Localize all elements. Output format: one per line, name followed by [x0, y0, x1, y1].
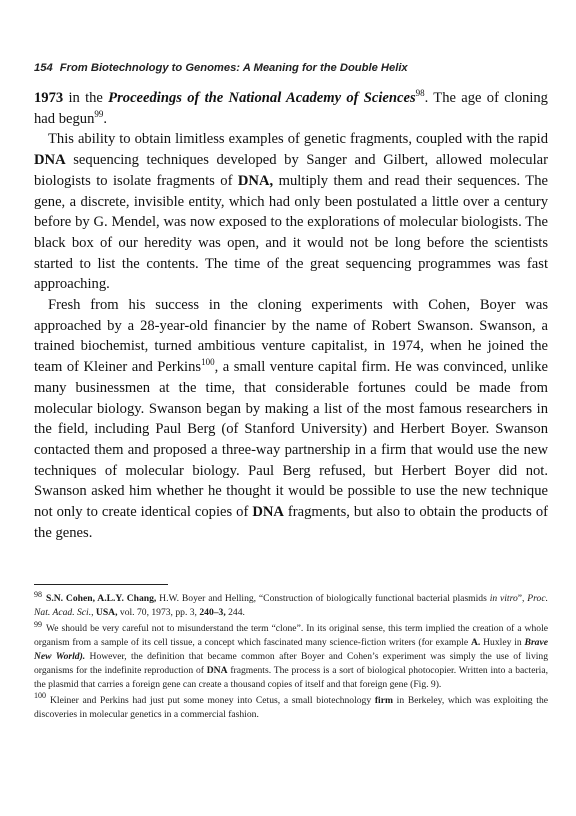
footnote-number: 99: [34, 619, 42, 629]
dna-term: DNA: [206, 664, 228, 676]
page-content: [34, 62, 548, 543]
journal-title: Proceedings of the National Academy of Sciences: [108, 90, 416, 106]
footnote-100: [34, 691, 548, 722]
footnotes: [34, 589, 548, 723]
paragraph-2-text-3: multiply them and read their sequences. The gene, a discrete, invisible entity, which had only been postulated a little over a century before by G. Mendel, was now exposed to the explorations of molecular biologists. The black box of our heredity was open, and it would not be long before the scientists started to list the contents. The time of the great sequencing programmes was fast approaching.: [34, 172, 548, 293]
footnote-text: vol. 70, 1973, pp. 3,: [117, 607, 200, 619]
footnote-usa: USA,: [95, 607, 118, 619]
page-number: 154: [34, 62, 53, 74]
paragraph-1-text-3: .: [103, 110, 108, 127]
footnote-italic: in vitro: [489, 593, 518, 604]
footnote-text: 244.: [225, 607, 245, 619]
paragraph-3-text-2: , a small venture capital firm. He was convinced, unlike many businessmen at the time, that considerable fortunes could be made from molecular biology. Swanson began by making a list of the most famous researchers in the field, including Paul Berg (of Stanford University) and Herbert Boyer. Swanson contacted them and proposed a three-way partnership in a firm that would use the new techniques of molecular biology. Paul Berg refused, but Herbert Boyer did not. Swanson asked him whether he thought it would be possible to use the new technique not only to create identical copies of: [34, 359, 548, 521]
paragraph-1-text-1: in the: [63, 90, 109, 106]
footnote-98: [34, 589, 548, 620]
footnote-text: H.W. Boyer and Helling, “Construction of biologically functional bacterial plasmids: [156, 593, 490, 604]
paragraph-2-text-1: This ability to obtain limitless examples of genetic fragments, coupled with the rapid: [48, 131, 548, 148]
dna-term: DNA,: [237, 172, 274, 189]
paragraph-1-text-2: . The age of cloning had begun: [34, 90, 548, 127]
running-head-title: From Biotechnology to Genomes: A Meaning for the Double Helix: [59, 62, 408, 74]
year-text: 1973: [34, 90, 64, 106]
footnote-number: 100: [34, 691, 46, 701]
footnote-text: Kleiner and Perkins had just put some money into Cetus, a small biotechnology: [50, 694, 375, 706]
footnote-rule: [34, 584, 168, 585]
paragraph-3: [34, 295, 548, 543]
footnote-ref-100[interactable]: 100: [201, 357, 215, 368]
footnote-text: We should be very careful not to misunderstand the term “clone”. In its original sense, this term implied the creation of a whole organism from a sample of its cell tissue, a concept which fascinated many science-fiction writers (for example: [34, 622, 548, 648]
paragraph-3-text-1: Fresh from his success in the cloning experiments with Cohen, Boyer was approached by a 28-year-old financier by the name of Robert Swanson. Swanson, a trained biochemist, turned ambitious venture capitalist, in 1974, when he joined the team of Kleiner and Perkins: [34, 297, 548, 376]
footnote-text: ,: [91, 607, 96, 619]
footnote-ref-99[interactable]: 99: [94, 108, 104, 119]
footnote-99: [34, 619, 548, 692]
footnote-book-title: Brave New World).: [34, 636, 548, 662]
footnote-text: in Berkeley, which was exploiting the discoveries in molecular genetics in a commercial fashion.: [34, 694, 548, 720]
body-text: [34, 88, 548, 543]
footnote-number: 98: [34, 589, 42, 599]
footnote-text: However, the definition that became common after Boyer and Cohen’s experiment was simply the use of living organisms for the indefinite reproduction of: [34, 650, 548, 676]
footnote-ref-98[interactable]: 98: [415, 88, 425, 99]
paragraph-3-text-3: fragments, but also to obtain the products of the genes.: [34, 504, 548, 541]
footnote-firm: firm: [374, 694, 393, 706]
footnote-journal: Proc. Nat. Acad. Sci.: [34, 593, 548, 619]
paragraph-2: [34, 129, 548, 295]
footnote-pages: 240–3,: [199, 607, 226, 619]
footnote-authors: S.N. Cohen, A.L.Y. Chang,: [46, 593, 157, 604]
dna-term: DNA: [252, 504, 284, 521]
footnote-text: fragments. The process is a sort of biological photocopier. Written into a bacteria, the plasmid that carries a foreign gene can create a thousand copies of itself and that foreign gene (Fig. 9).: [34, 664, 548, 691]
footnote-author: A.: [470, 636, 481, 648]
paragraph-2-text-2: sequencing techniques developed by Sanger and Gilbert, allowed molecular biologists to isolate fragments of: [34, 152, 548, 189]
running-head: [34, 62, 548, 74]
footnote-text: Huxley in: [480, 636, 525, 648]
paragraph-1: [34, 88, 548, 129]
footnote-text: ”,: [517, 593, 528, 604]
dna-term: DNA: [34, 152, 66, 169]
